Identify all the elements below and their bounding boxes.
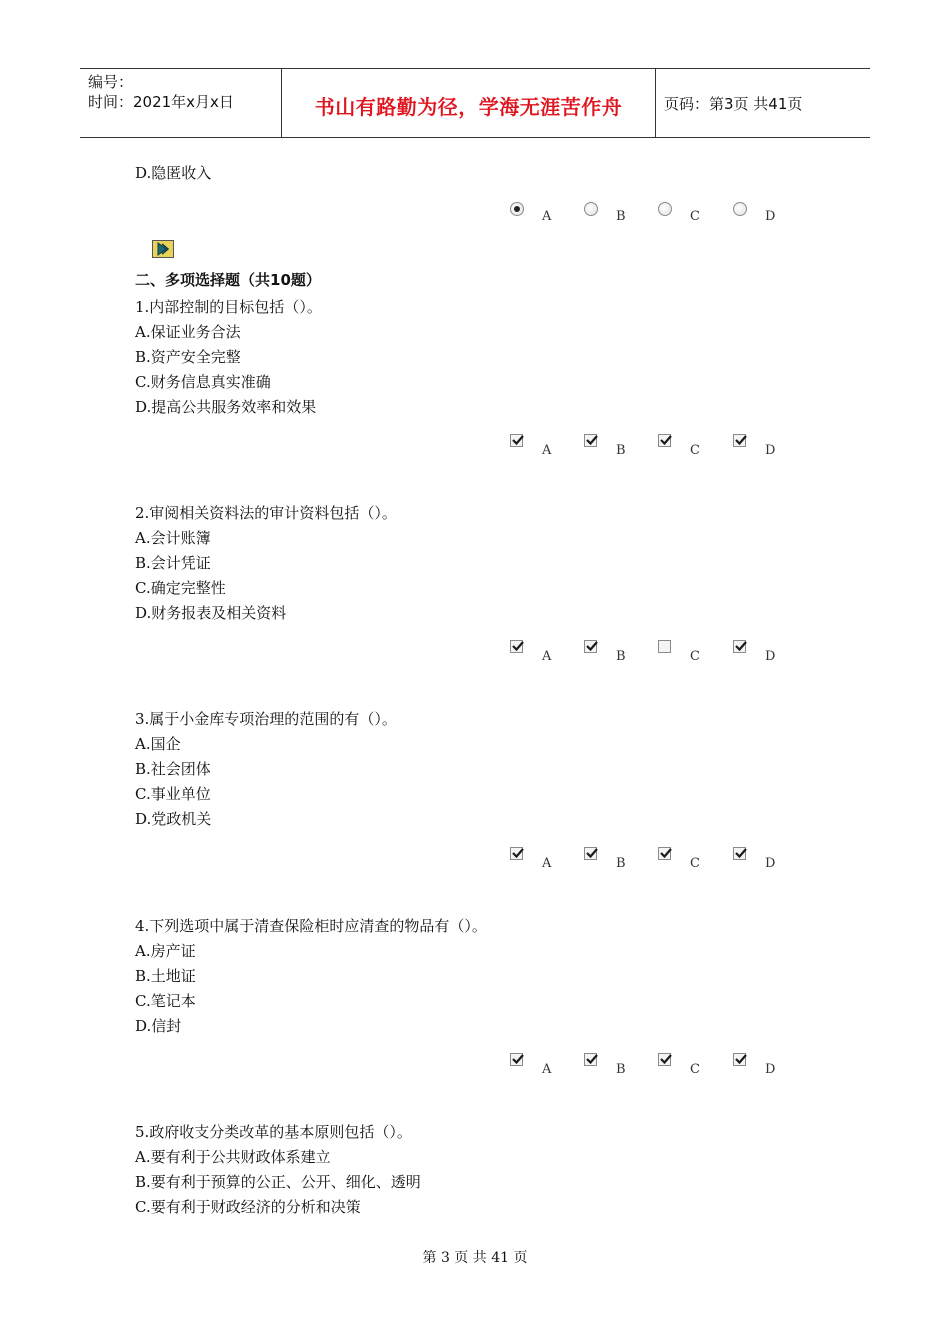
time-label: 时间：2021年x月x日	[88, 93, 234, 111]
choice-label-a: A	[542, 1062, 552, 1077]
page-info: 页码：第3页 共41页	[664, 95, 803, 113]
checkmark-icon	[585, 639, 599, 653]
serial-label: 编号：	[88, 73, 134, 91]
choice-label-c: C	[690, 649, 700, 664]
checkmark-icon	[511, 1052, 525, 1066]
checkbox-q4-d[interactable]	[733, 1053, 746, 1066]
checkmark-icon	[511, 639, 525, 653]
checkmark-icon	[511, 433, 525, 447]
checkmark-icon	[734, 1052, 748, 1066]
choice-label-c: C	[690, 1062, 700, 1077]
checkmark-icon	[734, 639, 748, 653]
checkmark-icon	[585, 1052, 599, 1066]
checkmark-icon	[511, 846, 525, 860]
header-middle-cell	[281, 69, 656, 137]
checkbox-q1-c[interactable]	[658, 434, 671, 447]
checkbox-q4-c[interactable]	[658, 1053, 671, 1066]
choice-label-d: D	[765, 856, 776, 871]
choice-label-d: D	[765, 649, 776, 664]
navigation-arrow-icon[interactable]	[152, 240, 174, 258]
checkmark-icon	[585, 433, 599, 447]
question-option: B.土地证	[135, 967, 196, 985]
radio-option-d[interactable]	[733, 202, 747, 216]
choice-label-d: D	[765, 1062, 776, 1077]
question-option: B.社会团体	[135, 760, 211, 778]
checkbox-q1-b[interactable]	[584, 434, 597, 447]
section-title: 二、多项选择题（共10题）	[135, 271, 321, 289]
page-header	[80, 68, 870, 138]
question-stem: 2.审阅相关资料法的审计资料包括（）。	[135, 504, 397, 522]
page-footer: 第 3 页 共 41 页	[422, 1250, 528, 1266]
question-option: C.笔记本	[135, 992, 196, 1010]
question-stem: 5.政府收支分类改革的基本原则包括（）。	[135, 1123, 412, 1141]
checkbox-q4-a[interactable]	[510, 1053, 523, 1066]
choice-label-b: B	[616, 209, 626, 224]
radio-option-b[interactable]	[584, 202, 598, 216]
choice-label-b: B	[616, 1062, 626, 1077]
choice-label-c: C	[690, 209, 700, 224]
checkbox-q1-d[interactable]	[733, 434, 746, 447]
choice-label-b: B	[616, 443, 626, 458]
question-option: A.保证业务合法	[135, 323, 241, 341]
question-option: B.会计凭证	[135, 554, 211, 572]
checkbox-q2-a[interactable]	[510, 640, 523, 653]
header-right-cell	[655, 69, 870, 137]
choice-label-c: C	[690, 856, 700, 871]
checkmark-icon	[659, 1052, 673, 1066]
choice-label-a: A	[542, 443, 552, 458]
choice-label-d: D	[765, 209, 776, 224]
choice-label-a: A	[542, 209, 552, 224]
question-option: C.确定完整性	[135, 579, 226, 597]
question-option: D.党政机关	[135, 810, 212, 828]
question-option: A.国企	[135, 735, 181, 753]
question-stem: 3.属于小金库专项治理的范围的有（）。	[135, 710, 397, 728]
question-option: C.财务信息真实准确	[135, 373, 271, 391]
question-option: A.会计账簿	[135, 529, 211, 547]
question-option: C.事业单位	[135, 785, 211, 803]
checkbox-q4-b[interactable]	[584, 1053, 597, 1066]
motto-text: 书山有路勤为径，学海无涯苦作舟	[314, 95, 623, 119]
checkmark-icon	[659, 846, 673, 860]
header-left-cell	[80, 69, 281, 137]
question-option: A.要有利于公共财政体系建立	[135, 1148, 331, 1166]
question-option: B.资产安全完整	[135, 348, 241, 366]
checkmark-icon	[585, 846, 599, 860]
checkbox-q3-b[interactable]	[584, 847, 597, 860]
question-stem: 1.内部控制的目标包括（）。	[135, 298, 322, 316]
question-option: C.要有利于财政经济的分析和决策	[135, 1198, 361, 1216]
checkbox-q3-d[interactable]	[733, 847, 746, 860]
question-option: A.房产证	[135, 942, 196, 960]
question-stem: 4.下列选项中属于清查保险柜时应清查的物品有（）。	[135, 917, 487, 935]
question-option: D.提高公共服务效率和效果	[135, 398, 317, 416]
radio-option-c[interactable]	[658, 202, 672, 216]
checkbox-q2-b[interactable]	[584, 640, 597, 653]
checkmark-icon	[734, 846, 748, 860]
question-option: D.信封	[135, 1017, 182, 1035]
checkbox-q2-c[interactable]	[658, 640, 671, 653]
choice-label-a: A	[542, 856, 552, 871]
choice-label-c: C	[690, 443, 700, 458]
radio-selected-dot	[514, 206, 520, 212]
checkbox-q3-a[interactable]	[510, 847, 523, 860]
radio-option-a[interactable]	[510, 202, 524, 216]
question-option: B.要有利于预算的公正、公开、细化、透明	[135, 1173, 421, 1191]
checkbox-q2-d[interactable]	[733, 640, 746, 653]
choice-label-b: B	[616, 649, 626, 664]
checkbox-q1-a[interactable]	[510, 434, 523, 447]
choice-label-a: A	[542, 649, 552, 664]
question-option: D.财务报表及相关资料	[135, 604, 287, 622]
choice-label-d: D	[765, 443, 776, 458]
checkmark-icon	[659, 433, 673, 447]
choice-label-b: B	[616, 856, 626, 871]
checkmark-icon	[734, 433, 748, 447]
checkbox-q3-c[interactable]	[658, 847, 671, 860]
prev-option-d: D.隐匿收入	[135, 164, 212, 182]
